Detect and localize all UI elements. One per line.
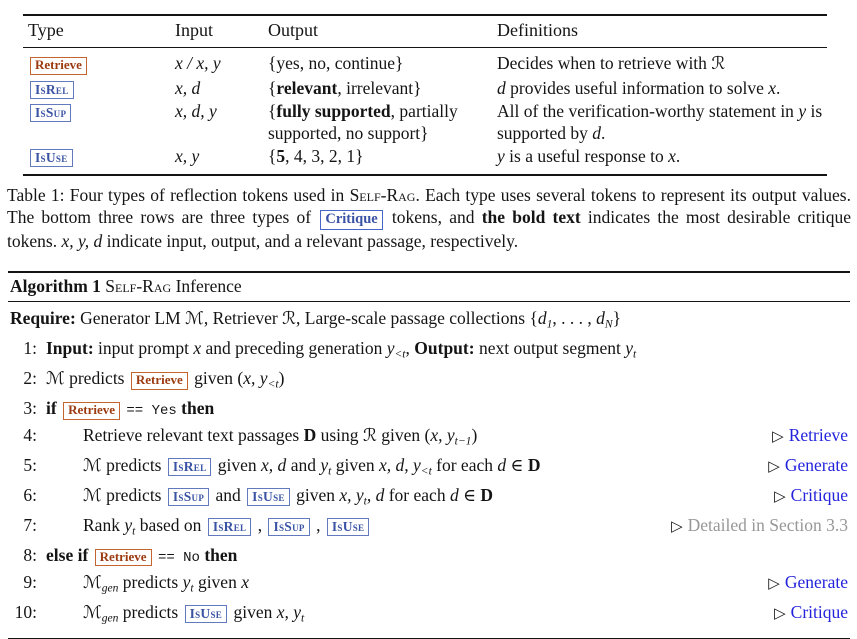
text-run: given — [291, 484, 340, 505]
algo-line-content — [83, 484, 493, 514]
table-cell-definition — [492, 101, 827, 144]
text-run: , — [311, 514, 325, 535]
text-run: fully supported — [276, 101, 391, 121]
triangle-right-icon: ▷ — [774, 603, 786, 622]
text-run: Table 1: Four types of reflection tokens used in — [7, 185, 350, 205]
line-number: 7: — [23, 514, 37, 535]
text-run: y — [386, 338, 395, 359]
algo-comment — [774, 484, 848, 509]
text-run: d — [592, 122, 602, 143]
comment-text: Generate — [784, 454, 848, 475]
text-run: , 4, 3, 2, 1} — [285, 146, 364, 166]
algo-line-content — [46, 397, 214, 424]
text-run: then — [199, 544, 238, 565]
text-run: indicates the most desirable critique tokens. — [7, 207, 852, 251]
text-run: x, y — [175, 146, 200, 166]
text-run: ℛ — [282, 309, 297, 329]
reflection-tokens-table — [23, 14, 827, 176]
text-run: Algorithm 1 — [10, 276, 106, 296]
algo-comment — [774, 601, 848, 626]
table-row — [23, 100, 827, 145]
text-run: based on — [135, 514, 206, 535]
table-cell-token — [23, 146, 170, 168]
text-run: , . . . , — [552, 308, 597, 328]
table-cell-input — [170, 78, 263, 100]
text-run: provides useful information to solve — [505, 77, 769, 98]
text-run: tokens, and — [384, 207, 482, 228]
text-run: Require: — [10, 308, 81, 328]
line-number: 10: — [14, 601, 37, 622]
text-run: ℳ — [83, 572, 102, 593]
retrieve-token-badge: Retrieve — [131, 372, 188, 390]
text-run: , Large-scale passage collections { — [296, 308, 538, 328]
text-run: Inference — [171, 276, 242, 296]
text-run: ℳ — [83, 602, 102, 623]
text-run: x, y — [276, 601, 302, 622]
text-run: d — [449, 484, 459, 505]
text-run: . Each type uses several tokens to represent its output values. The bottom three rows are three types of — [7, 185, 851, 228]
comment-text: Detailed in Section 3.3 — [687, 514, 848, 535]
text-run: D — [480, 484, 494, 505]
table-body — [23, 48, 827, 174]
text-run: t — [190, 581, 194, 594]
text-run: y — [497, 146, 505, 166]
algo-comment — [768, 571, 848, 596]
text-run: if — [46, 398, 62, 419]
text-run: ℳ — [83, 485, 102, 506]
text-run: x — [241, 571, 249, 592]
line-number: 8: — [23, 544, 37, 565]
text-run: , partially supported, no support} — [268, 101, 458, 143]
retrieve-token-badge: Retrieve — [95, 549, 152, 567]
isrel-token-badge: IsRel — [30, 81, 74, 99]
text-run: predicts — [101, 454, 166, 475]
text-run: , — [253, 514, 267, 535]
algo-line-content — [46, 544, 237, 571]
algo-comment — [772, 424, 848, 449]
algo-line-10 — [8, 601, 850, 631]
table-header-type: Type — [28, 20, 64, 40]
table-cell-output — [263, 78, 492, 100]
issup-token-badge: IsSup — [168, 488, 209, 506]
table-header-output: Output — [268, 20, 319, 40]
table-row — [23, 77, 827, 101]
line-number: 4: — [23, 424, 37, 445]
text-run: d — [537, 308, 547, 328]
text-run: ∈ — [506, 454, 528, 475]
text-run: N — [604, 318, 613, 331]
table-header-input: Input — [175, 20, 213, 40]
text-run: y — [124, 514, 133, 535]
text-run: for each — [431, 454, 498, 475]
text-run: predicts — [64, 368, 129, 389]
algo-line-7 — [8, 514, 850, 544]
line-number: 2: — [23, 368, 37, 389]
text-run: x, d, y — [175, 101, 217, 121]
table-cell-definition — [492, 146, 827, 168]
issup-token-badge: IsSup — [30, 104, 71, 122]
text-run: 5 — [276, 146, 286, 166]
text-run: x, d, y — [378, 454, 421, 475]
text-run: ℛ — [711, 54, 726, 74]
isuse-token-badge: IsUse — [185, 605, 228, 623]
text-run: , irrelevant} — [337, 77, 422, 98]
algo-line-content — [83, 571, 249, 601]
algo-line-content — [83, 514, 371, 544]
text-run: } — [612, 308, 621, 328]
text-run: indicate input, output, and a relevant passage, respectively. — [102, 230, 519, 251]
text-run: <t — [394, 348, 406, 361]
text-run: then — [176, 398, 215, 419]
algo-comment — [671, 514, 848, 539]
line-number: 5: — [23, 454, 37, 475]
text-run: x, d — [261, 454, 287, 475]
text-run: Decides when to retrieve with — [497, 53, 712, 73]
isuse-token-badge: IsUse — [327, 518, 370, 536]
text-run: x / x, y — [175, 53, 221, 73]
table-cell-output — [263, 53, 492, 76]
algo-line-2 — [8, 367, 850, 397]
algo-line-content — [83, 424, 477, 454]
line-number: 9: — [23, 571, 37, 592]
algo-line-4 — [8, 424, 850, 454]
text-run: ℳ — [46, 369, 65, 390]
line-number: 6: — [23, 484, 37, 505]
text-run: and preceding generation — [201, 338, 387, 359]
text-run: x — [193, 338, 202, 359]
table-cell-definition — [492, 78, 827, 100]
text-run: { — [268, 77, 277, 98]
text-run: is supported by — [497, 101, 823, 143]
text-run: t — [301, 612, 305, 625]
algo-line-content — [46, 367, 284, 397]
text-run: x, y, d — [61, 230, 103, 251]
text-run: { — [268, 146, 277, 166]
line-number: 3: — [23, 398, 37, 419]
table-caption — [7, 184, 851, 252]
text-run: y — [182, 571, 191, 592]
table-cell-input — [170, 146, 263, 168]
text-run: y — [798, 101, 807, 121]
text-run: t−1 — [454, 435, 472, 448]
text-run: x — [768, 77, 776, 98]
retrieve-token-badge: Retrieve — [30, 57, 87, 75]
text-run: t — [363, 495, 367, 508]
text-run: x, y — [243, 368, 268, 389]
comment-text: Retrieve — [788, 424, 848, 445]
text-run: Self-Rag — [105, 276, 172, 296]
text-run: . — [675, 146, 681, 166]
text-run: t — [633, 348, 637, 361]
text-run: <t — [267, 378, 279, 391]
text-run: and — [286, 454, 321, 475]
text-run: <t — [420, 465, 432, 478]
text-run: All of the verification-worthy statement in — [497, 101, 799, 121]
text-run: d — [497, 77, 506, 98]
text-run: Output: — [414, 338, 479, 359]
retrieve-token-badge: Retrieve — [63, 402, 120, 420]
table-header-row — [23, 16, 827, 48]
text-run: ∈ — [458, 484, 481, 505]
table-cell-input — [170, 101, 263, 144]
text-run: ℛ — [362, 425, 377, 446]
line-number: 1: — [23, 338, 37, 359]
text-run: Generator LM — [80, 308, 186, 328]
comment-text: Generate — [784, 571, 848, 592]
text-run: ) — [278, 368, 285, 389]
isrel-token-badge: IsRel — [168, 458, 212, 476]
comment-text: Critique — [790, 484, 848, 505]
isuse-token-badge: IsUse — [247, 488, 290, 506]
text-run: x, y — [430, 424, 455, 445]
text-run: predicts — [118, 601, 183, 622]
text-run: y — [625, 338, 634, 359]
algorithm-block — [8, 271, 850, 639]
text-run: { — [268, 101, 277, 121]
text-run: gen — [101, 581, 119, 594]
table-cell-token — [23, 101, 170, 144]
algo-line-content — [8, 307, 621, 337]
algo-line-9 — [8, 571, 850, 601]
text-run: given ( — [376, 424, 431, 445]
text-run: and — [211, 484, 246, 505]
text-run: x — [668, 146, 676, 166]
text-run: , d — [366, 484, 385, 505]
triangle-right-icon: ▷ — [768, 573, 780, 592]
table-row — [23, 145, 827, 169]
text-run: d — [596, 308, 605, 328]
text-run: . — [601, 122, 606, 143]
text-run: else if — [46, 544, 93, 565]
text-run: y — [320, 454, 329, 475]
text-run: predicts — [101, 484, 166, 505]
table-row — [23, 52, 827, 77]
table-cell-output — [263, 101, 492, 144]
text-run: given ( — [189, 368, 244, 389]
triangle-right-icon: ▷ — [768, 456, 780, 475]
text-run: d — [497, 454, 507, 475]
table-cell-token — [23, 78, 170, 100]
triangle-right-icon: ▷ — [772, 426, 784, 445]
text-run: ℳ — [83, 455, 102, 476]
algo-line-content — [83, 601, 304, 631]
text-run: input prompt — [98, 338, 194, 359]
critique-token-badge: Critique — [320, 210, 382, 229]
algorithm-title — [8, 273, 850, 302]
text-run: x, d — [175, 77, 201, 98]
text-run: D — [527, 454, 541, 475]
text-run: ℳ — [185, 309, 204, 329]
algorithm-body — [8, 302, 850, 638]
text-run: ) — [471, 424, 478, 445]
algo-require-line — [8, 307, 850, 337]
text-run: , Retriever — [203, 308, 283, 328]
text-run: using — [316, 424, 363, 445]
text-run: . — [776, 77, 781, 98]
comment-text: Critique — [790, 601, 848, 622]
algo-comment — [768, 454, 848, 479]
table-cell-output — [263, 146, 492, 168]
triangle-right-icon: ▷ — [671, 516, 683, 535]
text-run: x, y — [339, 484, 364, 505]
text-run: D — [303, 424, 317, 445]
table-cell-token — [23, 53, 170, 76]
isuse-token-badge: IsUse — [30, 149, 73, 167]
text-run: is a useful response to — [504, 146, 669, 166]
text-run: t — [328, 465, 332, 478]
text-run: next output segment — [478, 338, 626, 359]
text-run: the bold text — [481, 207, 581, 228]
algo-line-1 — [8, 337, 850, 367]
text-run: Self-Rag — [349, 185, 416, 205]
text-run: t — [132, 525, 136, 538]
text-run: for each — [384, 484, 450, 505]
table-cell-definition — [492, 53, 827, 76]
issup-token-badge: IsSup — [268, 518, 309, 536]
text-run: Retrieve relevant text passages — [83, 424, 304, 445]
text-run: Rank — [83, 514, 125, 535]
triangle-right-icon: ▷ — [774, 486, 786, 505]
text-run: 1 — [546, 318, 553, 331]
algo-line-8 — [8, 544, 850, 571]
text-run: given — [229, 601, 277, 622]
text-run: == Yes — [126, 403, 177, 420]
algo-line-content — [83, 454, 540, 484]
text-run: Input: — [46, 338, 99, 359]
text-run: == No — [157, 549, 200, 566]
text-run: given — [331, 454, 379, 475]
isrel-token-badge: IsRel — [208, 518, 252, 536]
table-header-definitions: Definitions — [497, 20, 578, 40]
text-run: gen — [101, 612, 119, 625]
algo-line-content — [46, 337, 636, 367]
algo-line-3 — [8, 397, 850, 424]
text-run: {yes, no, continue} — [268, 53, 404, 73]
text-run: , — [405, 338, 415, 359]
algo-line-5 — [8, 454, 850, 484]
algo-line-6 — [8, 484, 850, 514]
text-run: relevant — [276, 77, 338, 98]
text-run: given — [213, 454, 262, 475]
text-run: given — [193, 571, 242, 592]
table-cell-input — [170, 53, 263, 76]
text-run: predicts — [118, 571, 183, 592]
